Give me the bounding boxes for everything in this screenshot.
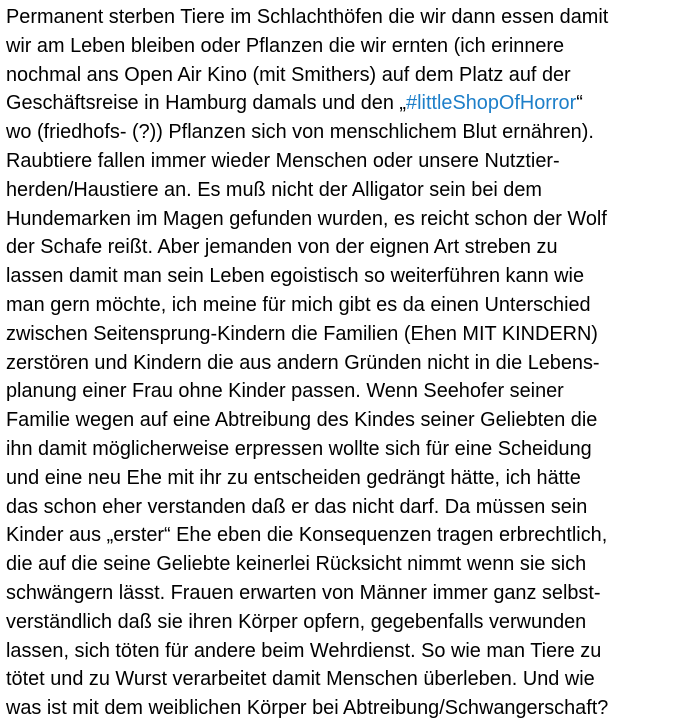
text-line: Hundemarken im Magen gefunden wurden, es reicht schon der Wolf bbox=[6, 207, 607, 230]
text-line: planung einer Frau ohne Kinder passen. Wenn Seehofer seiner bbox=[6, 380, 564, 403]
text-line: verständlich daß sie ihren Körper opfern, gegebenfalls verwunden bbox=[6, 610, 587, 633]
text-line: Familie wegen auf eine Abtreibung des Kindes seiner Geliebten die bbox=[6, 409, 598, 432]
text-line: lassen damit man sein Leben egoistisch so weiterführen kann wie bbox=[6, 265, 585, 288]
text-line: tötet und zu Wurst verarbeitet damit Menschen überleben. Und wie bbox=[6, 668, 595, 691]
hashtag-link[interactable]: #littleShopOfHorror bbox=[406, 92, 577, 115]
text-line: der Schafe reißt. Aber jemanden von der eignen Art streben zu bbox=[6, 236, 558, 259]
text-line: und eine neu Ehe mit ihr zu entscheiden gedrängt hätte, ich hätte bbox=[6, 466, 581, 489]
text-line: was ist mit dem weiblichen Körper bei Abtreibung/Schwangerschaft? bbox=[6, 697, 609, 720]
text-line: wo (friedhofs- (?)) Pflanzen sich von menschlichem Blut ernähren). bbox=[6, 121, 594, 144]
text-segment: “ bbox=[576, 92, 583, 115]
text-line: zerstören und Kindern die aus andern Gründen nicht in die Lebens- bbox=[6, 351, 600, 374]
text-line: man gern möchte, ich meine für mich gibt es da einen Unterschied bbox=[6, 293, 591, 316]
text-line: das schon eher verstanden daß er das nicht darf. Da müssen sein bbox=[6, 495, 588, 518]
text-line: lassen, sich töten für andere beim Wehrdienst. So wie man Tiere zu bbox=[6, 639, 602, 662]
text-line: herden/Haustiere an. Es muß nicht der Alligator sein bei dem bbox=[6, 178, 542, 201]
text-line: nochmal ans Open Air Kino (mit Smithers) auf dem Platz auf der bbox=[6, 63, 571, 86]
text-line: schwängern lässt. Frauen erwarten von Männer immer ganz selbst- bbox=[6, 581, 601, 604]
text-segment: Geschäftsreise in Hamburg damals und den „ bbox=[6, 92, 407, 115]
text-line: ihn damit möglicherweise erpressen wollte sich für eine Scheidung bbox=[6, 437, 592, 460]
text-line: Kinder aus „erster“ Ehe eben die Konsequenzen tragen erbrechtlich, bbox=[6, 524, 608, 547]
text-line: Raubtiere fallen immer wieder Menschen oder unsere Nutztier- bbox=[6, 149, 560, 172]
text-line: wir am Leben bleiben oder Pflanzen die wir ernten (ich erinnere bbox=[6, 34, 565, 57]
document-body bbox=[6, 3, 682, 723]
text-line: zwischen Seitensprung-Kindern die Familien (Ehen MIT KINDERN) bbox=[6, 322, 598, 345]
text-line bbox=[6, 89, 678, 118]
text-line: Permanent sterben Tiere im Schlachthöfen die wir dann essen damit bbox=[6, 6, 609, 28]
text-line: die auf die seine Geliebte keinerlei Rücksicht nimmt wenn sie sich bbox=[6, 553, 587, 576]
